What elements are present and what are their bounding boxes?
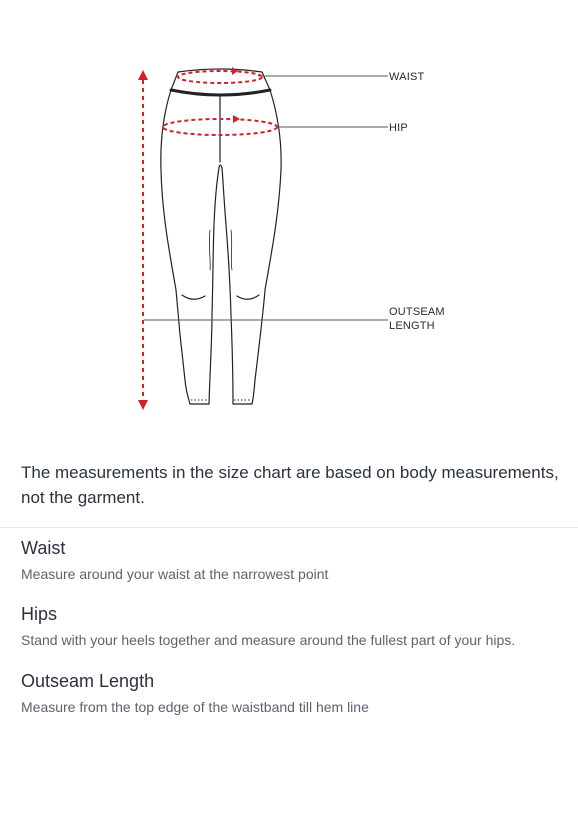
- hips-section: [21, 603, 571, 649]
- waist-title: Waist: [21, 538, 66, 558]
- waist-description: Measure around your waist at the narrowest point: [21, 566, 329, 582]
- waist-arrow-icon: [232, 67, 238, 75]
- hips-title: Hips: [21, 604, 58, 624]
- divider: [0, 527, 578, 528]
- outseam-length-description: Measure from the top edge of the waistband till hem line: [21, 699, 369, 715]
- hips-description: Stand with your heels together and measure around the fullest part of your hips.: [21, 632, 516, 648]
- outseam-length-section: [21, 670, 571, 716]
- arrow-down-icon: [138, 400, 148, 410]
- outseam-length-label: OUTSEAM LENGTH: [389, 306, 445, 332]
- arrow-up-icon: [138, 70, 148, 80]
- hip-label: HIP: [389, 122, 408, 134]
- measurement-intro-text: The measurements in the size chart are based on body measurements, not the garment.: [21, 463, 559, 507]
- hip-arrow-icon: [233, 115, 240, 123]
- waist-section: [21, 537, 571, 583]
- waist-label: WAIST: [389, 71, 425, 83]
- outseam-length-title: Outseam Length: [21, 671, 155, 691]
